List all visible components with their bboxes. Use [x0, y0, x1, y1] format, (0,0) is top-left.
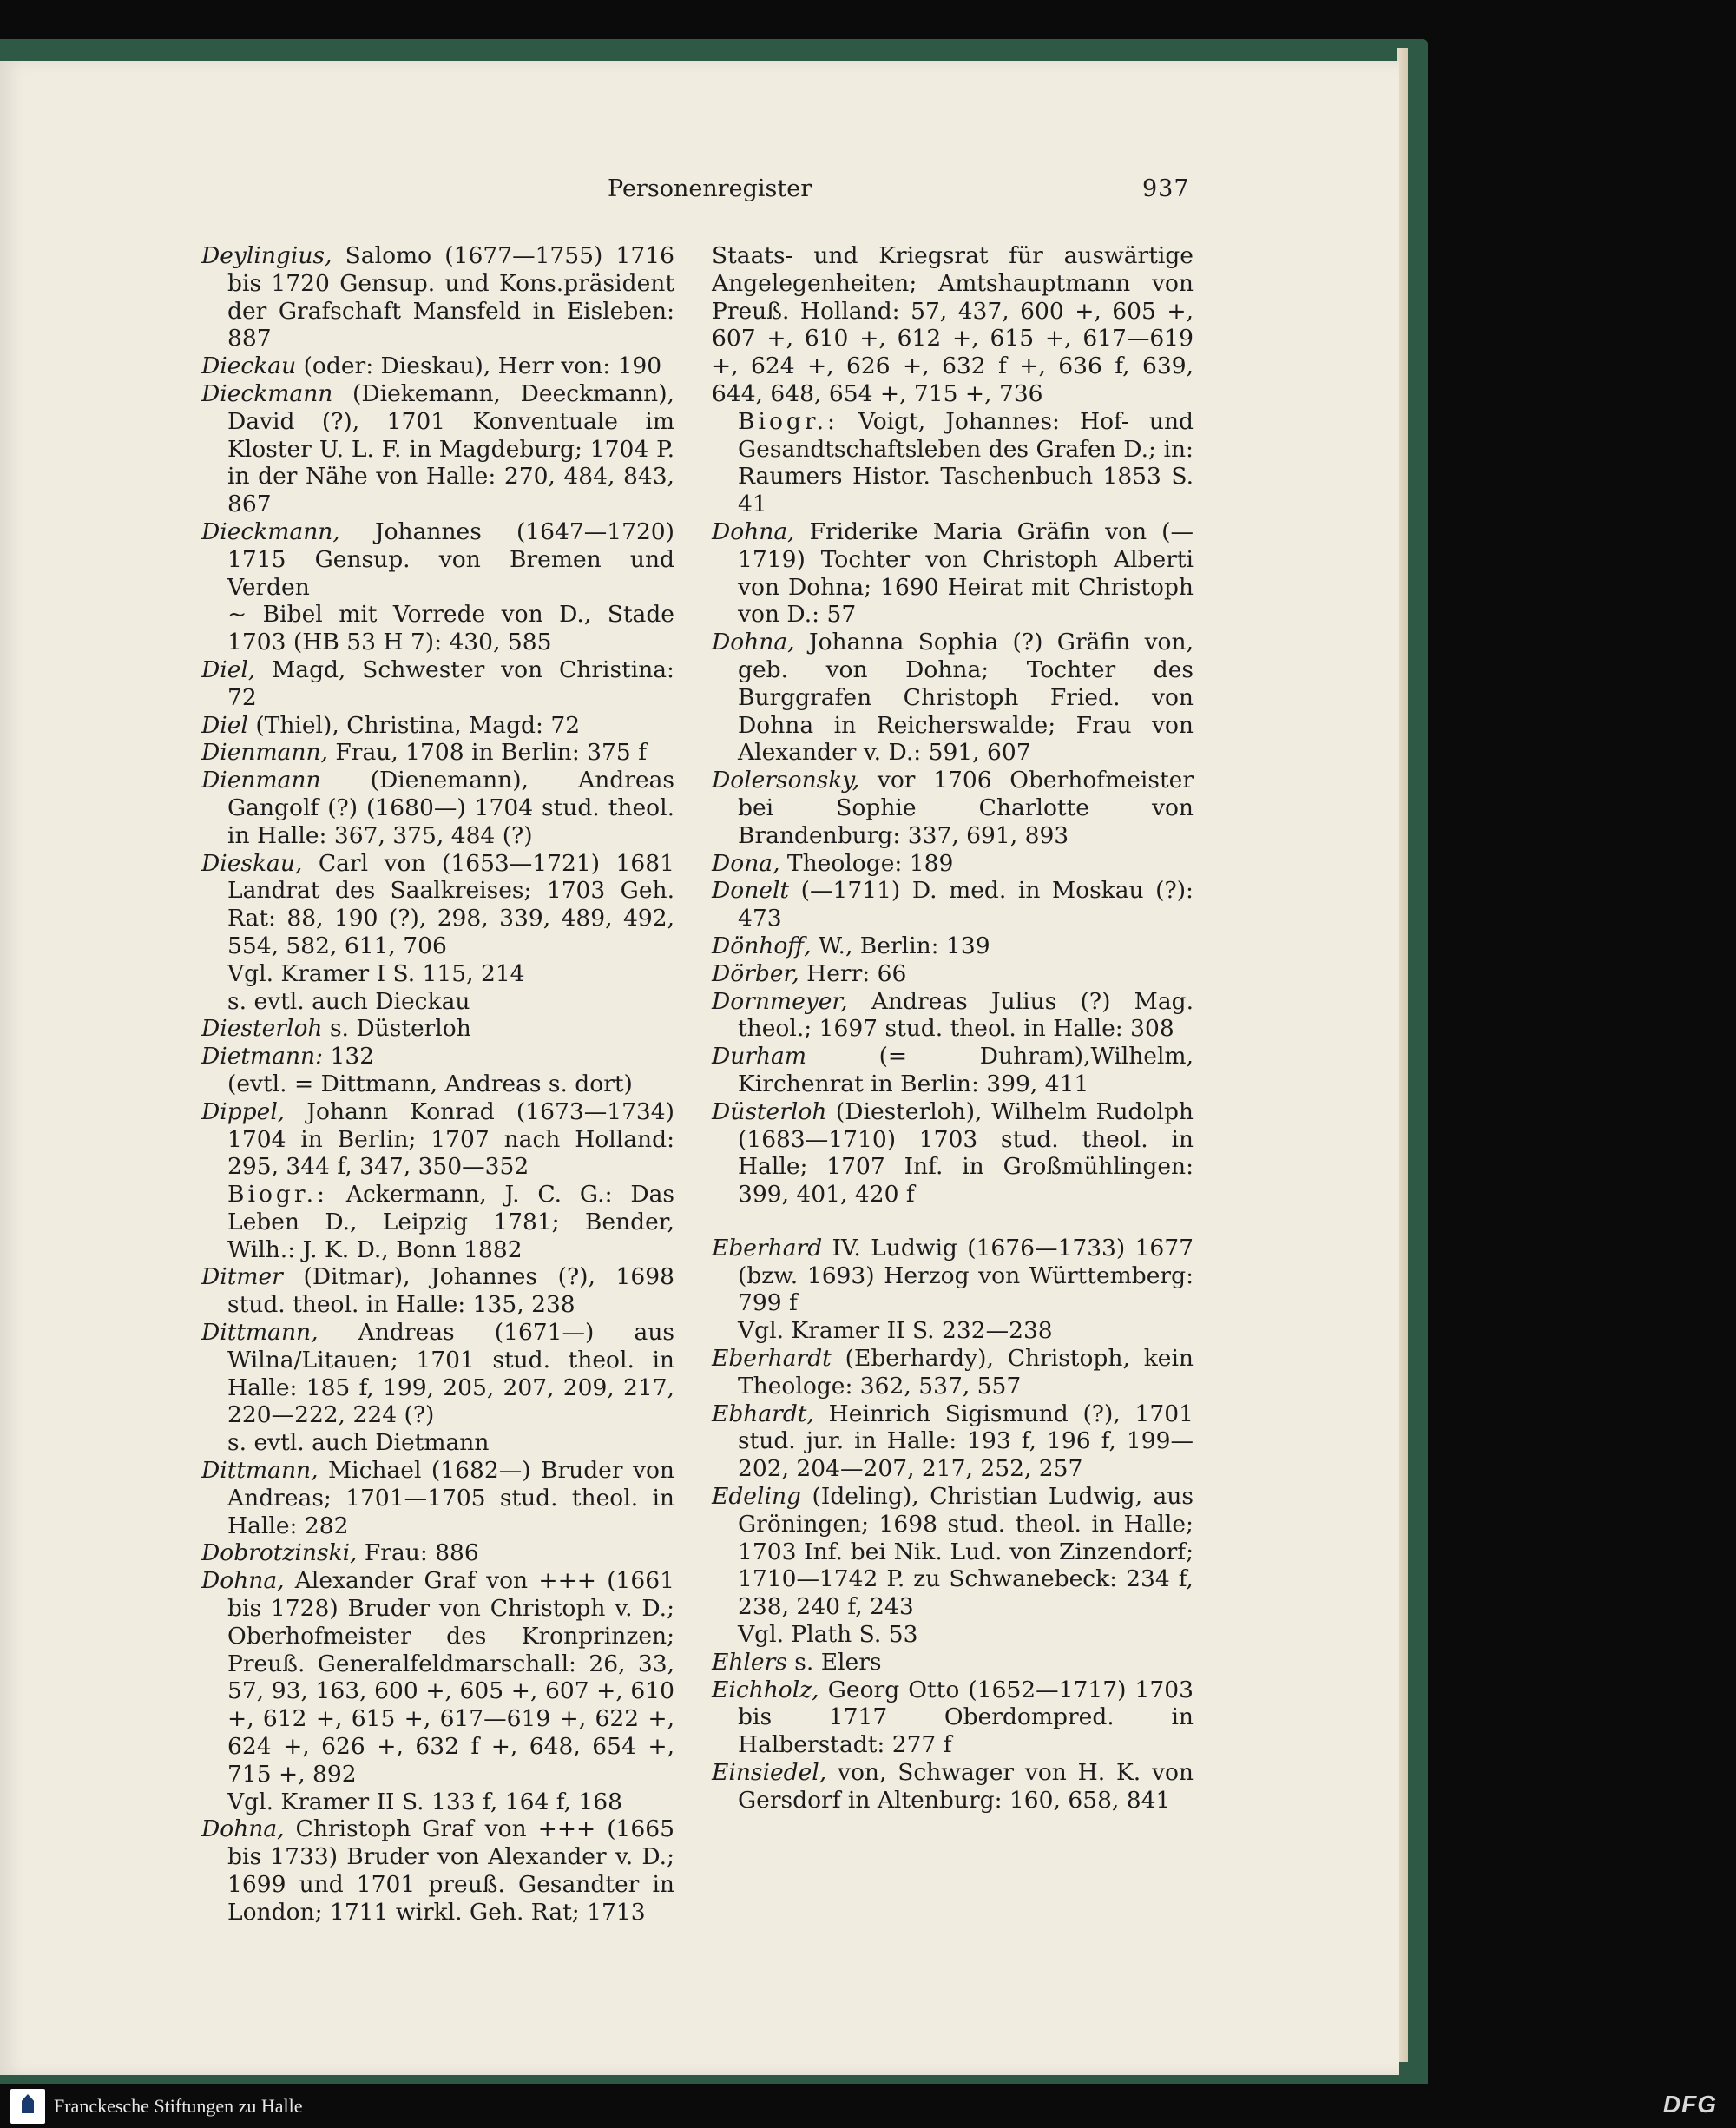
- entry-text: 132: [323, 1043, 375, 1071]
- index-entry: [201, 1567, 674, 1788]
- entry-text: Alexander Graf von +++ (1661 bis 1728) Bruder von Christoph v. D.; Oberhofmeister des Kronprinzen; Preuß. Generalfeldmarschall: 26, 33, 57, 93, 163, 600 +, 605 +, 607 +, 610 +, 612 +, 615 +, 617—619 +, 622 +, 624 +, 626 +, 632 f +, 648, 654 +, 715 +, 892: [227, 1567, 674, 1788]
- entry-biography: [712, 408, 1194, 518]
- entry-name: Dohna,: [712, 517, 795, 545]
- entry-text: (= Duhram),Wilhelm, Kirchenrat in Berlin: 399, 411: [738, 1043, 1194, 1097]
- index-entry: [201, 739, 674, 767]
- entry-name: Eichholz,: [712, 1676, 819, 1703]
- page-header: [0, 175, 1399, 210]
- entry-name: Diel,: [201, 656, 256, 683]
- entry-name: Dittmann,: [201, 1319, 319, 1347]
- entry-name: Ebhardt,: [712, 1400, 814, 1427]
- entry-text: (—1711) D. med. in Moskau (?): 473: [738, 877, 1194, 932]
- biography-label: Biogr.:: [227, 1181, 328, 1209]
- index-entry: [712, 242, 1194, 408]
- entry-name: Dohna,: [201, 1567, 285, 1595]
- index-entry: [712, 767, 1194, 849]
- entry-text: Heinrich Sigismund (?), 1701 stud. jur. in Halle: 193 f, 196 f, 199—202, 204—207, 217, 252, 257: [738, 1400, 1194, 1483]
- entry-name: Diel: [201, 711, 248, 739]
- entry-subline: Vgl. Kramer II S. 133 f, 164 f, 168: [227, 1788, 623, 1815]
- index-entry: [712, 988, 1194, 1044]
- entry-name: Dittmann,: [201, 1457, 319, 1485]
- index-entry: [712, 1345, 1194, 1400]
- index-entry: [201, 518, 674, 601]
- entry-subline: Vgl. Kramer I S. 115, 214: [227, 959, 525, 987]
- index-entry: [712, 960, 1194, 988]
- index-entry: [201, 1539, 674, 1567]
- index-entry: [201, 1098, 674, 1181]
- entry-text: (Dienemann), Andreas Gangolf (?) (1680—) 1704 stud. theol. in Halle: 367, 375, 484 (?): [227, 767, 674, 849]
- entry-name: Deylingius,: [201, 242, 332, 269]
- biography-text: Ackermann, J. C. G.: Das Leben D., Leipzig 1781; Bender, Wilh.: J. K. D., Bonn 1882: [227, 1181, 674, 1263]
- institution-logo-icon: [10, 2089, 45, 2124]
- entry-name: Dienmann,: [201, 739, 328, 767]
- entry-text: Johann Konrad (1673—1734) 1704 in Berlin; 1707 nach Holland: 295, 344 f, 347, 350—352: [227, 1097, 674, 1181]
- page-number: 937: [1142, 175, 1190, 202]
- entry-name: Donelt: [712, 877, 790, 905]
- biography-label: Biogr.:: [738, 407, 838, 435]
- entry-name: Edeling: [712, 1483, 801, 1511]
- index-entry: [201, 850, 674, 960]
- index-entry: [201, 1015, 674, 1043]
- entry-text: Carl von (1653—1721) 1681 Landrat des Saalkreises; 1703 Geh. Rat: 88, 190 (?), 298, 339, 489, 492, 554, 582, 611, 706: [227, 849, 674, 959]
- entry-text: (oder: Dieskau), Herr von: 190: [296, 352, 662, 380]
- entry-continuation: Staats- und Kriegsrat für auswärtige Angelegenheiten; Amtshauptmann von Preuß. Holland: 57, 437, 600 +, 605 +, 607 +, 610 +, 612 +, 615 +, 617—619 +, 624 +, 626 +, 632 f +, 636 f, 639, 644, 648, 654 +, 715 +, 736: [712, 242, 1194, 407]
- institution-name: Franckesche Stiftungen zu Halle: [54, 2095, 303, 2117]
- entry-text: (Diesterloh), Wilhelm Rudolph (1683—1710) 1703 stud. theol. in Halle; 1707 Inf. in Großmühlingen: 399, 401, 420 f: [738, 1097, 1194, 1209]
- index-entry: [712, 932, 1194, 960]
- entry-name: Dippel,: [201, 1097, 286, 1125]
- entry-name: Diesterloh: [201, 1015, 323, 1043]
- entry-text: W., Berlin: 139: [811, 932, 990, 959]
- entry-name: Ehlers: [712, 1648, 787, 1676]
- entry-name: Dietmann:: [201, 1043, 324, 1071]
- entry-subline: Vgl. Kramer II S. 232—238: [738, 1317, 1053, 1345]
- entry-name: Düsterloh: [712, 1097, 827, 1125]
- entry-text: IV. Ludwig (1676—1733) 1677 (bzw. 1693) Herzog von Württemberg: 799 f: [738, 1234, 1194, 1317]
- entry-text: Frau: 886: [357, 1539, 479, 1567]
- entry-text: (Eberhardy), Christoph, kein Theologe: 362, 537, 557: [738, 1345, 1194, 1400]
- entry-text: Theologe: 189: [779, 849, 954, 877]
- index-entry: [201, 712, 674, 740]
- index-entry: [712, 629, 1194, 767]
- index-entry: [201, 380, 674, 518]
- entry-text: Herr: 66: [799, 959, 907, 987]
- entry-name: Einsiedel,: [712, 1759, 827, 1787]
- entry-name: Dolersonsky,: [712, 767, 860, 794]
- entry-subline: s. evtl. auch Dieckau: [227, 987, 470, 1015]
- index-column-right: [712, 242, 1194, 1815]
- entry-text: Frau, 1708 in Berlin: 375 f: [327, 739, 647, 767]
- footer-bar: [0, 2084, 1736, 2128]
- index-entry: [201, 767, 674, 849]
- entry-name: Eberhard: [712, 1234, 823, 1262]
- entry-name: Ditmer: [201, 1263, 283, 1291]
- index-entry: [201, 656, 674, 712]
- entry-text: Johannes (1647—1720) 1715 Gensup. von Bremen und Verden: [227, 517, 674, 601]
- entry-text: Salomo (1677—1755) 1716 bis 1720 Gensup. und Kons.präsident der Grafschaft Mansfeld in Eisleben: 887: [227, 242, 674, 352]
- entry-subline: s. evtl. auch Dietmann: [227, 1429, 490, 1457]
- entry-name: Dönhoff,: [712, 932, 812, 959]
- entry-text: (Ideling), Christian Ludwig, aus Gröningen; 1698 stud. theol. in Halle; 1703 Inf. bei Nik. Lud. von Zinzendorf; 1710—1742 P. zu Schwanebeck: 234 f, 238, 240 f, 243: [738, 1483, 1194, 1621]
- entry-name: Dienmann: [201, 767, 321, 794]
- index-entry: [712, 1235, 1194, 1317]
- entry-name: Dornmeyer,: [712, 987, 848, 1015]
- index-entry: [201, 242, 674, 352]
- entry-name: Dohna,: [201, 1815, 285, 1843]
- entry-name: Dona,: [712, 849, 780, 877]
- entry-text: Friderike Maria Gräfin von (—1719) Tochter von Christoph Alberti von Dohna; 1690 Heirat mit Christoph von D.: 57: [738, 517, 1194, 629]
- index-entry: [712, 1649, 1194, 1677]
- index-entry: [712, 850, 1194, 878]
- entry-name: Eberhardt: [712, 1345, 832, 1373]
- index-entry: [712, 877, 1194, 932]
- entry-text: Johanna Sophia (?) Gräfin von, geb. von Dohna; Tochter des Burggrafen Christoph Fried. von Dohna in Reicherswalde; Frau von Alexander v. D.: 591, 607: [738, 629, 1194, 767]
- entry-text: (Thiel), Christina, Magd: 72: [247, 711, 581, 739]
- entry-name: Dieckmann,: [201, 517, 340, 545]
- entry-name: Dörber,: [712, 959, 799, 987]
- index-entry: [712, 1759, 1194, 1815]
- index-entry: [201, 352, 674, 380]
- entry-text: Andreas (1671—) aus Wilna/Litauen; 1701 stud. theol. in Halle: 185 f, 199, 205, 207, 209, 217, 220—222, 224 (?): [227, 1319, 674, 1429]
- entry-name: Durham: [712, 1043, 806, 1071]
- index-entry: [712, 1677, 1194, 1759]
- index-entry: [201, 1319, 674, 1429]
- biography-text: Voigt, Johannes: Hof- und Gesandtschaftsleben des Grafen D.; in: Raumers Histor. Taschenbuch 1853 S. 41: [738, 407, 1194, 518]
- entry-text: vor 1706 Oberhofmeister bei Sophie Charlotte von Brandenburg: 337, 691, 893: [738, 767, 1194, 849]
- entry-text: (Diekemann, Deeckmann), David (?), 1701 Konventuale im Kloster U. L. F. in Magdeburg; 1704 P. in der Nähe von Halle: 270, 484, 843, 867: [227, 379, 674, 518]
- entry-name: Dohna,: [712, 629, 795, 656]
- index-entry: [712, 1400, 1194, 1483]
- index-entry: [201, 1263, 674, 1319]
- entry-name: Dieckmann: [201, 379, 333, 407]
- entry-text: s. Düsterloh: [322, 1015, 471, 1043]
- running-title: Personenregister: [608, 175, 812, 202]
- index-entry: [712, 1043, 1194, 1098]
- index-entry: [712, 518, 1194, 629]
- entry-text: Georg Otto (1652—1717) 1703 bis 1717 Oberdompred. in Halberstadt: 277 f: [738, 1676, 1194, 1759]
- entry-name: Dobrotzinski,: [201, 1539, 358, 1567]
- index-column-left: [201, 242, 674, 1927]
- entry-name: Dieckau: [201, 352, 297, 380]
- entry-biography: [201, 1181, 674, 1263]
- entry-subline: (evtl. = Dittmann, Andreas s. dort): [227, 1070, 633, 1097]
- entry-subline: ~ Bibel mit Vorrede von D., Stade 1703 (HB 53 H 7): 430, 585: [227, 601, 674, 656]
- index-entry: [201, 1043, 674, 1071]
- entry-text: (Ditmar), Johannes (?), 1698 stud. theol. in Halle: 135, 238: [227, 1263, 674, 1319]
- index-entry: [201, 1457, 674, 1539]
- entry-name: Dieskau,: [201, 849, 303, 877]
- dfg-logo: DFG: [1662, 2091, 1717, 2118]
- entry-text: Christoph Graf von +++ (1665 bis 1733) Bruder von Alexander v. D.; 1699 und 1701 preuß. Gesandter in London; 1711 wirkl. Geh. Rat; 1713: [227, 1815, 674, 1926]
- index-entry: [712, 1098, 1194, 1209]
- entry-text: Magd, Schwester von Christina: 72: [227, 656, 674, 711]
- index-entry: [712, 1483, 1194, 1621]
- entry-subline: Vgl. Plath S. 53: [738, 1621, 918, 1649]
- entry-text: von, Schwager von H. K. von Gersdorf in Altenburg: 160, 658, 841: [738, 1759, 1194, 1814]
- entry-text: s. Elers: [786, 1648, 882, 1676]
- index-entry: [201, 1815, 674, 1926]
- entry-text: Andreas Julius (?) Mag. theol.; 1697 stud. theol. in Halle: 308: [738, 987, 1194, 1043]
- entry-text: Michael (1682—) Bruder von Andreas; 1701—1705 stud. theol. in Halle: 282: [227, 1457, 674, 1539]
